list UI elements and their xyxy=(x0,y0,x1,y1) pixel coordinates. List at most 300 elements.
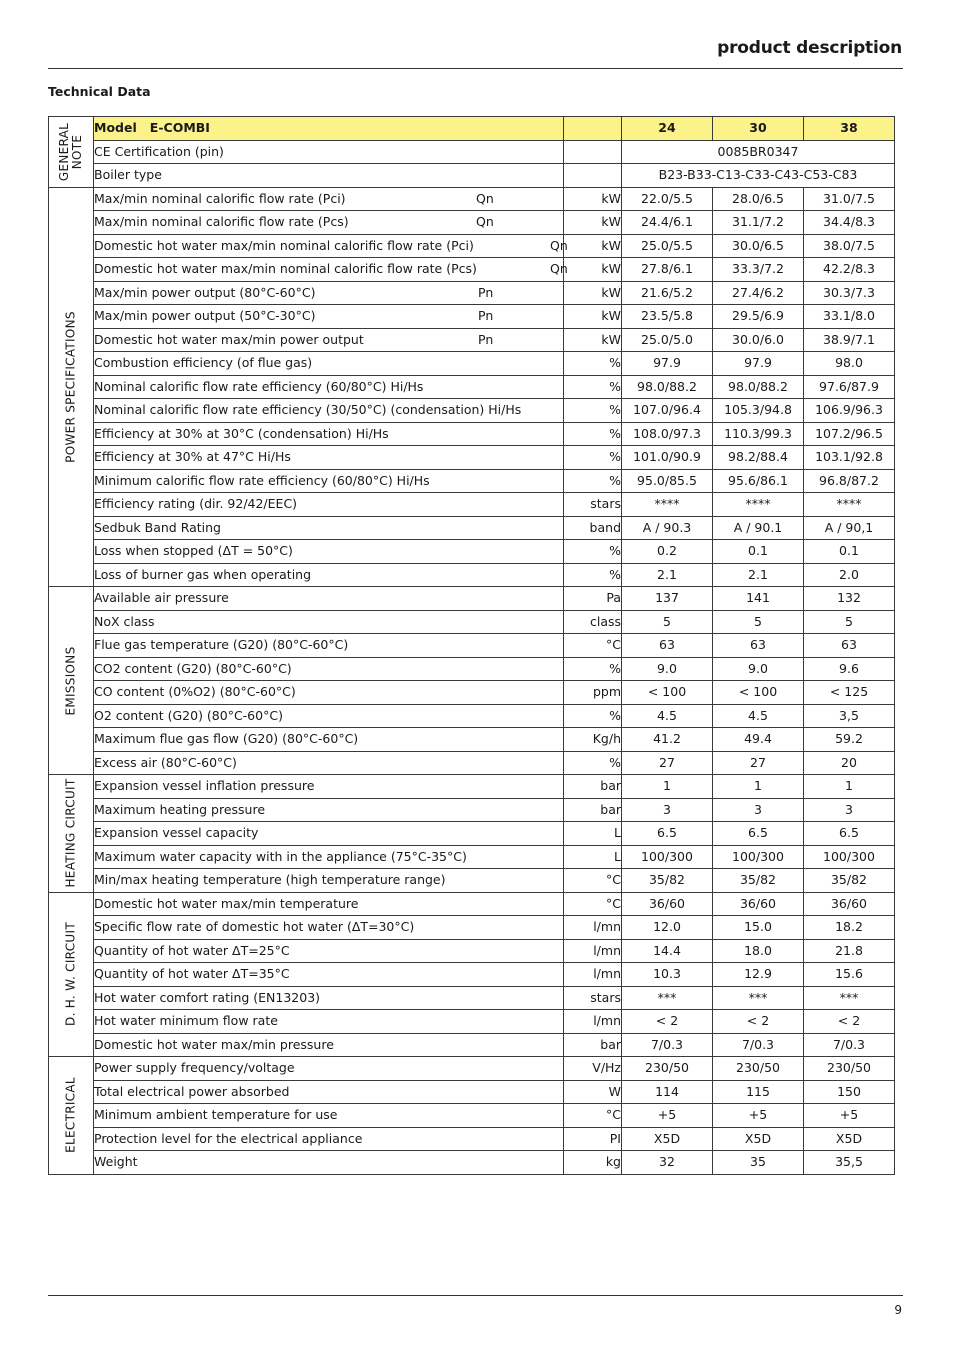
row-label: Hot water minimum flow rate xyxy=(94,1013,278,1029)
group-label-cell xyxy=(49,892,94,1057)
table-row xyxy=(49,1104,895,1128)
table-row xyxy=(49,798,895,822)
row-value: 137 xyxy=(622,587,713,611)
row-value: 33.1/8.0 xyxy=(804,305,895,329)
row-value: 5 xyxy=(622,610,713,634)
model-label: Model E-COMBI xyxy=(94,117,564,141)
table-row xyxy=(49,1010,895,1034)
row-label: Sedbuk Band Rating xyxy=(94,519,221,535)
row-label: Nominal calorific flow rate efficiency (60/80°C) Hi/Hs xyxy=(94,378,424,394)
table-row xyxy=(49,187,895,211)
row-label-cell xyxy=(94,892,564,916)
group-label: HEATING CIRCUIT xyxy=(63,778,78,888)
row-unit xyxy=(564,164,622,188)
row-label-cell xyxy=(94,1080,564,1104)
row-label-cell xyxy=(94,822,564,846)
model-column-header: 30 xyxy=(713,117,804,141)
table-row xyxy=(49,140,895,164)
row-unit: % xyxy=(564,751,622,775)
group-label: ELECTRICAL xyxy=(63,1077,78,1154)
row-label: Loss of burner gas when operating xyxy=(94,566,312,582)
row-value: 28.0/6.5 xyxy=(713,187,804,211)
table-row xyxy=(49,258,895,282)
row-value: 10.3 xyxy=(622,963,713,987)
page-number: 9 xyxy=(894,1303,902,1317)
row-label-cell xyxy=(94,399,564,423)
row-label-cell xyxy=(94,1104,564,1128)
row-label-cell xyxy=(94,328,564,352)
row-label: Expansion vessel inflation pressure xyxy=(94,778,315,794)
row-unit: Pa xyxy=(564,587,622,611)
row-label: Minimum calorific flow rate efficiency (60/80°C) Hi/Hs xyxy=(94,472,430,488)
table-row xyxy=(49,446,895,470)
row-value: 0.2 xyxy=(622,540,713,564)
group-label-cell xyxy=(49,117,94,188)
row-label: Max/min nominal calorific flow rate (Pcs) xyxy=(94,214,349,230)
row-label-cell xyxy=(94,986,564,1010)
row-unit: kW xyxy=(564,258,622,282)
row-symbol: Pn xyxy=(478,331,494,347)
table-row xyxy=(49,610,895,634)
row-unit: PI xyxy=(564,1127,622,1151)
table-row xyxy=(49,657,895,681)
row-label-cell xyxy=(94,140,564,164)
row-value: 6.5 xyxy=(622,822,713,846)
row-value: 3 xyxy=(713,798,804,822)
row-unit: % xyxy=(564,446,622,470)
row-value: 25.0/5.5 xyxy=(622,234,713,258)
row-value: 98.2/88.4 xyxy=(713,446,804,470)
row-value: X5D xyxy=(622,1127,713,1151)
row-value: 41.2 xyxy=(622,728,713,752)
row-value: 33.3/7.2 xyxy=(713,258,804,282)
row-label-cell xyxy=(94,728,564,752)
row-symbol: Pn xyxy=(478,284,494,300)
row-unit: l/mn xyxy=(564,916,622,940)
row-label: Maximum water capacity with in the appliance (75°C-35°C) xyxy=(94,848,467,864)
table-row xyxy=(49,563,895,587)
row-unit: bar xyxy=(564,798,622,822)
row-value: 96.8/87.2 xyxy=(804,469,895,493)
row-value: 27.4/6.2 xyxy=(713,281,804,305)
row-value: 59.2 xyxy=(804,728,895,752)
row-label-cell xyxy=(94,258,568,282)
row-value: 30.0/6.5 xyxy=(713,234,804,258)
row-label: Max/min power output (80°C-60°C) xyxy=(94,284,316,300)
table-row xyxy=(49,516,895,540)
row-value: 49.4 xyxy=(713,728,804,752)
row-unit: bar xyxy=(564,1033,622,1057)
row-label: Efficiency at 30% at 30°C (condensation) Hi/Hs xyxy=(94,425,389,441)
table-row xyxy=(49,845,895,869)
group-label xyxy=(58,123,84,181)
table-row xyxy=(49,422,895,446)
row-value: 1 xyxy=(804,775,895,799)
row-value: 35 xyxy=(713,1151,804,1175)
row-label-cell xyxy=(94,563,564,587)
table-row xyxy=(49,892,895,916)
row-value: 14.4 xyxy=(622,939,713,963)
group-label-line: GENERAL xyxy=(57,122,71,181)
model-unit-cell xyxy=(564,117,622,141)
row-value: 12.9 xyxy=(713,963,804,987)
row-unit: °C xyxy=(564,1104,622,1128)
row-unit: band xyxy=(564,516,622,540)
row-label: Expansion vessel capacity xyxy=(94,825,259,841)
row-label-cell xyxy=(94,939,564,963)
row-unit: kW xyxy=(564,234,622,258)
row-value: 100/300 xyxy=(622,845,713,869)
row-label: Quantity of hot water ΔT=25°C xyxy=(94,942,290,958)
row-value: 25.0/5.0 xyxy=(622,328,713,352)
row-symbol: Pn xyxy=(478,308,494,323)
table-row xyxy=(49,1080,895,1104)
row-label-cell xyxy=(94,281,564,305)
row-symbol: Qn xyxy=(476,190,494,206)
row-unit: kg xyxy=(564,1151,622,1175)
row-unit: ppm xyxy=(564,681,622,705)
row-value: 27 xyxy=(622,751,713,775)
row-label: Combustion efficiency (of flue gas) xyxy=(94,355,313,371)
row-value: 3 xyxy=(804,798,895,822)
table-row xyxy=(49,352,895,376)
row-value: 100/300 xyxy=(713,845,804,869)
row-value: < 100 xyxy=(713,681,804,705)
row-value: 97.9 xyxy=(622,352,713,376)
table-row xyxy=(49,822,895,846)
model-header-row xyxy=(49,117,895,141)
table-row xyxy=(49,728,895,752)
row-value: 132 xyxy=(804,587,895,611)
section-title: Technical Data xyxy=(48,84,151,99)
row-label: Domestic hot water max/min nominal calorific flow rate (Pci) xyxy=(94,237,474,253)
row-label: Hot water comfort rating (EN13203) xyxy=(94,989,321,1005)
row-label-cell xyxy=(94,657,564,681)
row-label: Flue gas temperature (G20) (80°C-60°C) xyxy=(94,637,349,653)
row-label: CE Certification (pin) xyxy=(94,143,224,159)
row-value: 7/0.3 xyxy=(804,1033,895,1057)
row-label-cell xyxy=(94,493,564,517)
row-value: 6.5 xyxy=(713,822,804,846)
footer-divider xyxy=(48,1295,903,1296)
row-value: 63 xyxy=(622,634,713,658)
group-label: D. H. W. CIRCUIT xyxy=(63,922,78,1027)
row-value: 36/60 xyxy=(804,892,895,916)
row-value: X5D xyxy=(713,1127,804,1151)
row-unit: % xyxy=(564,540,622,564)
table-row xyxy=(49,1057,895,1081)
row-label-cell xyxy=(94,1033,564,1057)
table-row xyxy=(49,399,895,423)
row-unit: % xyxy=(564,352,622,376)
row-value: 101.0/90.9 xyxy=(622,446,713,470)
row-value: 98.0 xyxy=(804,352,895,376)
table-row xyxy=(49,328,895,352)
row-label-cell xyxy=(94,164,564,188)
row-value: X5D xyxy=(804,1127,895,1151)
row-value: 103.1/92.8 xyxy=(804,446,895,470)
row-value: 23.5/5.8 xyxy=(622,305,713,329)
table-row xyxy=(49,281,895,305)
group-label-cell xyxy=(49,1057,94,1175)
row-unit: % xyxy=(564,422,622,446)
row-label-cell xyxy=(94,916,564,940)
row-value: 63 xyxy=(713,634,804,658)
row-value: 31.0/7.5 xyxy=(804,187,895,211)
table-row xyxy=(49,1151,895,1175)
row-label-cell xyxy=(94,375,564,399)
row-value: 5 xyxy=(804,610,895,634)
row-value: 97.9 xyxy=(713,352,804,376)
row-value: 35/82 xyxy=(622,869,713,893)
table-row xyxy=(49,751,895,775)
group-label-cell xyxy=(49,187,94,587)
group-label-cell xyxy=(49,587,94,775)
row-label-cell xyxy=(94,634,564,658)
table-row xyxy=(49,704,895,728)
row-unit: l/mn xyxy=(564,963,622,987)
row-label-cell xyxy=(94,305,564,329)
row-label: Minimum ambient temperature for use xyxy=(94,1107,338,1123)
row-value: 3,5 xyxy=(804,704,895,728)
row-unit: °C xyxy=(564,869,622,893)
row-value: 20 xyxy=(804,751,895,775)
row-value: +5 xyxy=(804,1104,895,1128)
row-value: 5 xyxy=(713,610,804,634)
row-value: 21.8 xyxy=(804,939,895,963)
row-label-cell xyxy=(94,704,564,728)
row-label: Excess air (80°C-60°C) xyxy=(94,754,237,770)
row-value: < 2 xyxy=(713,1010,804,1034)
table-row xyxy=(49,869,895,893)
row-value: 108.0/97.3 xyxy=(622,422,713,446)
table-row xyxy=(49,305,895,329)
row-value: 107.2/96.5 xyxy=(804,422,895,446)
row-value: 100/300 xyxy=(804,845,895,869)
row-value: 29.5/6.9 xyxy=(713,305,804,329)
row-value: 114 xyxy=(622,1080,713,1104)
row-value: 110.3/99.3 xyxy=(713,422,804,446)
row-label-cell xyxy=(94,469,564,493)
row-value: 27 xyxy=(713,751,804,775)
row-unit: W xyxy=(564,1080,622,1104)
row-value: 0.1 xyxy=(713,540,804,564)
row-value: 36/60 xyxy=(622,892,713,916)
row-merged-value: 0085BR0347 xyxy=(622,140,895,164)
row-label-cell xyxy=(94,681,564,705)
row-unit: kW xyxy=(564,305,622,329)
row-label-cell xyxy=(94,775,564,799)
row-value: 7/0.3 xyxy=(713,1033,804,1057)
row-unit: kW xyxy=(564,187,622,211)
row-value: **** xyxy=(622,493,713,517)
row-value: **** xyxy=(804,493,895,517)
row-value: 34.4/8.3 xyxy=(804,211,895,235)
row-value: 31.1/7.2 xyxy=(713,211,804,235)
row-value: 9.0 xyxy=(622,657,713,681)
row-label-cell xyxy=(94,446,564,470)
row-label: Domestic hot water max/min nominal calorific flow rate (Pcs) xyxy=(94,261,477,277)
table-row xyxy=(49,587,895,611)
row-value: *** xyxy=(622,986,713,1010)
row-label: CO2 content (G20) (80°C-60°C) xyxy=(94,660,292,676)
row-label: Maximum heating pressure xyxy=(94,801,266,817)
group-label: POWER SPECIFICATIONS xyxy=(63,310,78,463)
row-label-cell xyxy=(94,1127,564,1151)
table-row xyxy=(49,939,895,963)
row-value: 4.5 xyxy=(622,704,713,728)
row-value: 35/82 xyxy=(804,869,895,893)
row-unit: class xyxy=(564,610,622,634)
model-column-header: 38 xyxy=(804,117,895,141)
row-label: Domestic hot water max/min power output xyxy=(94,331,364,347)
row-value: 15.6 xyxy=(804,963,895,987)
row-unit: kW xyxy=(564,281,622,305)
row-label: Max/min nominal calorific flow rate (Pci) xyxy=(94,190,346,206)
row-label: Max/min power output (50°C-30°C) xyxy=(94,308,316,324)
row-value: *** xyxy=(804,986,895,1010)
row-value: 35,5 xyxy=(804,1151,895,1175)
model-column-header: 24 xyxy=(622,117,713,141)
row-label-cell xyxy=(94,963,564,987)
row-unit xyxy=(564,140,622,164)
row-unit: % xyxy=(564,704,622,728)
row-value: 107.0/96.4 xyxy=(622,399,713,423)
row-value: 2.1 xyxy=(622,563,713,587)
table-row xyxy=(49,1127,895,1151)
row-value: 38.0/7.5 xyxy=(804,234,895,258)
row-value: 230/50 xyxy=(622,1057,713,1081)
row-value: 30.3/7.3 xyxy=(804,281,895,305)
row-value: 9.6 xyxy=(804,657,895,681)
row-value: < 2 xyxy=(804,1010,895,1034)
row-value: 4.5 xyxy=(713,704,804,728)
row-value: 36/60 xyxy=(713,892,804,916)
row-value: 35/82 xyxy=(713,869,804,893)
row-value: 12.0 xyxy=(622,916,713,940)
row-value: 97.6/87.9 xyxy=(804,375,895,399)
row-value: +5 xyxy=(622,1104,713,1128)
row-unit: l/mn xyxy=(564,1010,622,1034)
row-label-cell xyxy=(94,540,564,564)
row-value: 6.5 xyxy=(804,822,895,846)
row-value: 24.4/6.1 xyxy=(622,211,713,235)
row-value: 150 xyxy=(804,1080,895,1104)
table-row xyxy=(49,375,895,399)
row-value: 30.0/6.0 xyxy=(713,328,804,352)
row-unit: bar xyxy=(564,775,622,799)
table-row xyxy=(49,634,895,658)
row-label-cell xyxy=(94,751,564,775)
row-label: Total electrical power absorbed xyxy=(94,1083,290,1099)
row-value: 18.2 xyxy=(804,916,895,940)
row-label-cell xyxy=(94,352,564,376)
row-unit: % xyxy=(564,399,622,423)
row-value: 115 xyxy=(713,1080,804,1104)
row-unit: kW xyxy=(564,211,622,235)
row-unit: % xyxy=(564,563,622,587)
row-value: 32 xyxy=(622,1151,713,1175)
row-label-cell xyxy=(94,211,564,235)
row-label: Domestic hot water max/min temperature xyxy=(94,895,359,911)
row-value: *** xyxy=(713,986,804,1010)
row-value: < 2 xyxy=(622,1010,713,1034)
row-label: Maximum flue gas flow (G20) (80°C-60°C) xyxy=(94,731,359,747)
row-value: A / 90.3 xyxy=(622,516,713,540)
table-row xyxy=(49,963,895,987)
row-label: Weight xyxy=(94,1154,138,1170)
row-unit: % xyxy=(564,657,622,681)
row-value: 63 xyxy=(804,634,895,658)
row-symbol: Qn xyxy=(550,261,568,276)
row-value: 106.9/96.3 xyxy=(804,399,895,423)
row-value: A / 90.1 xyxy=(713,516,804,540)
row-value: 0.1 xyxy=(804,540,895,564)
row-value: 15.0 xyxy=(713,916,804,940)
row-value: 42.2/8.3 xyxy=(804,258,895,282)
row-label: Protection level for the electrical appliance xyxy=(94,1130,363,1146)
row-value: 1 xyxy=(622,775,713,799)
group-label-cell xyxy=(49,775,94,893)
row-unit: % xyxy=(564,375,622,399)
table-row xyxy=(49,234,895,258)
row-unit: L xyxy=(564,822,622,846)
row-label: Nominal calorific flow rate efficiency (30/50°C) (condensation) Hi/Hs xyxy=(94,402,522,418)
row-value: 9.0 xyxy=(713,657,804,681)
row-label-cell xyxy=(94,187,564,211)
page-header-title: product description xyxy=(717,38,902,58)
row-value: 230/50 xyxy=(713,1057,804,1081)
row-value: +5 xyxy=(713,1104,804,1128)
row-symbol: Qn xyxy=(476,214,494,229)
row-unit: V/Hz xyxy=(564,1057,622,1081)
table-row xyxy=(49,164,895,188)
row-label-cell xyxy=(94,1151,564,1175)
row-unit: kW xyxy=(564,328,622,352)
table-row xyxy=(49,211,895,235)
row-label-cell xyxy=(94,422,564,446)
row-label-cell xyxy=(94,798,564,822)
header-divider xyxy=(48,68,903,69)
row-label: Min/max heating temperature (high temperature range) xyxy=(94,872,446,888)
table-row xyxy=(49,469,895,493)
row-value: 1 xyxy=(713,775,804,799)
row-value: 21.6/5.2 xyxy=(622,281,713,305)
row-label-cell xyxy=(94,587,564,611)
row-value: 22.0/5.5 xyxy=(622,187,713,211)
row-unit: Kg/h xyxy=(564,728,622,752)
row-value: **** xyxy=(713,493,804,517)
row-label: O2 content (G20) (80°C-60°C) xyxy=(94,707,283,723)
row-unit: °C xyxy=(564,892,622,916)
table-row xyxy=(49,493,895,517)
row-value: 230/50 xyxy=(804,1057,895,1081)
row-unit: °C xyxy=(564,634,622,658)
row-label: NoX class xyxy=(94,613,155,629)
row-value: 3 xyxy=(622,798,713,822)
row-value: < 125 xyxy=(804,681,895,705)
row-value: 98.0/88.2 xyxy=(622,375,713,399)
row-value: 38.9/7.1 xyxy=(804,328,895,352)
technical-data-table xyxy=(48,116,895,1175)
row-value: 2.0 xyxy=(804,563,895,587)
row-unit: % xyxy=(564,469,622,493)
table-row xyxy=(49,986,895,1010)
row-label-cell xyxy=(94,1010,564,1034)
row-label: Domestic hot water max/min pressure xyxy=(94,1036,334,1052)
row-value: 105.3/94.8 xyxy=(713,399,804,423)
row-value: 27.8/6.1 xyxy=(622,258,713,282)
